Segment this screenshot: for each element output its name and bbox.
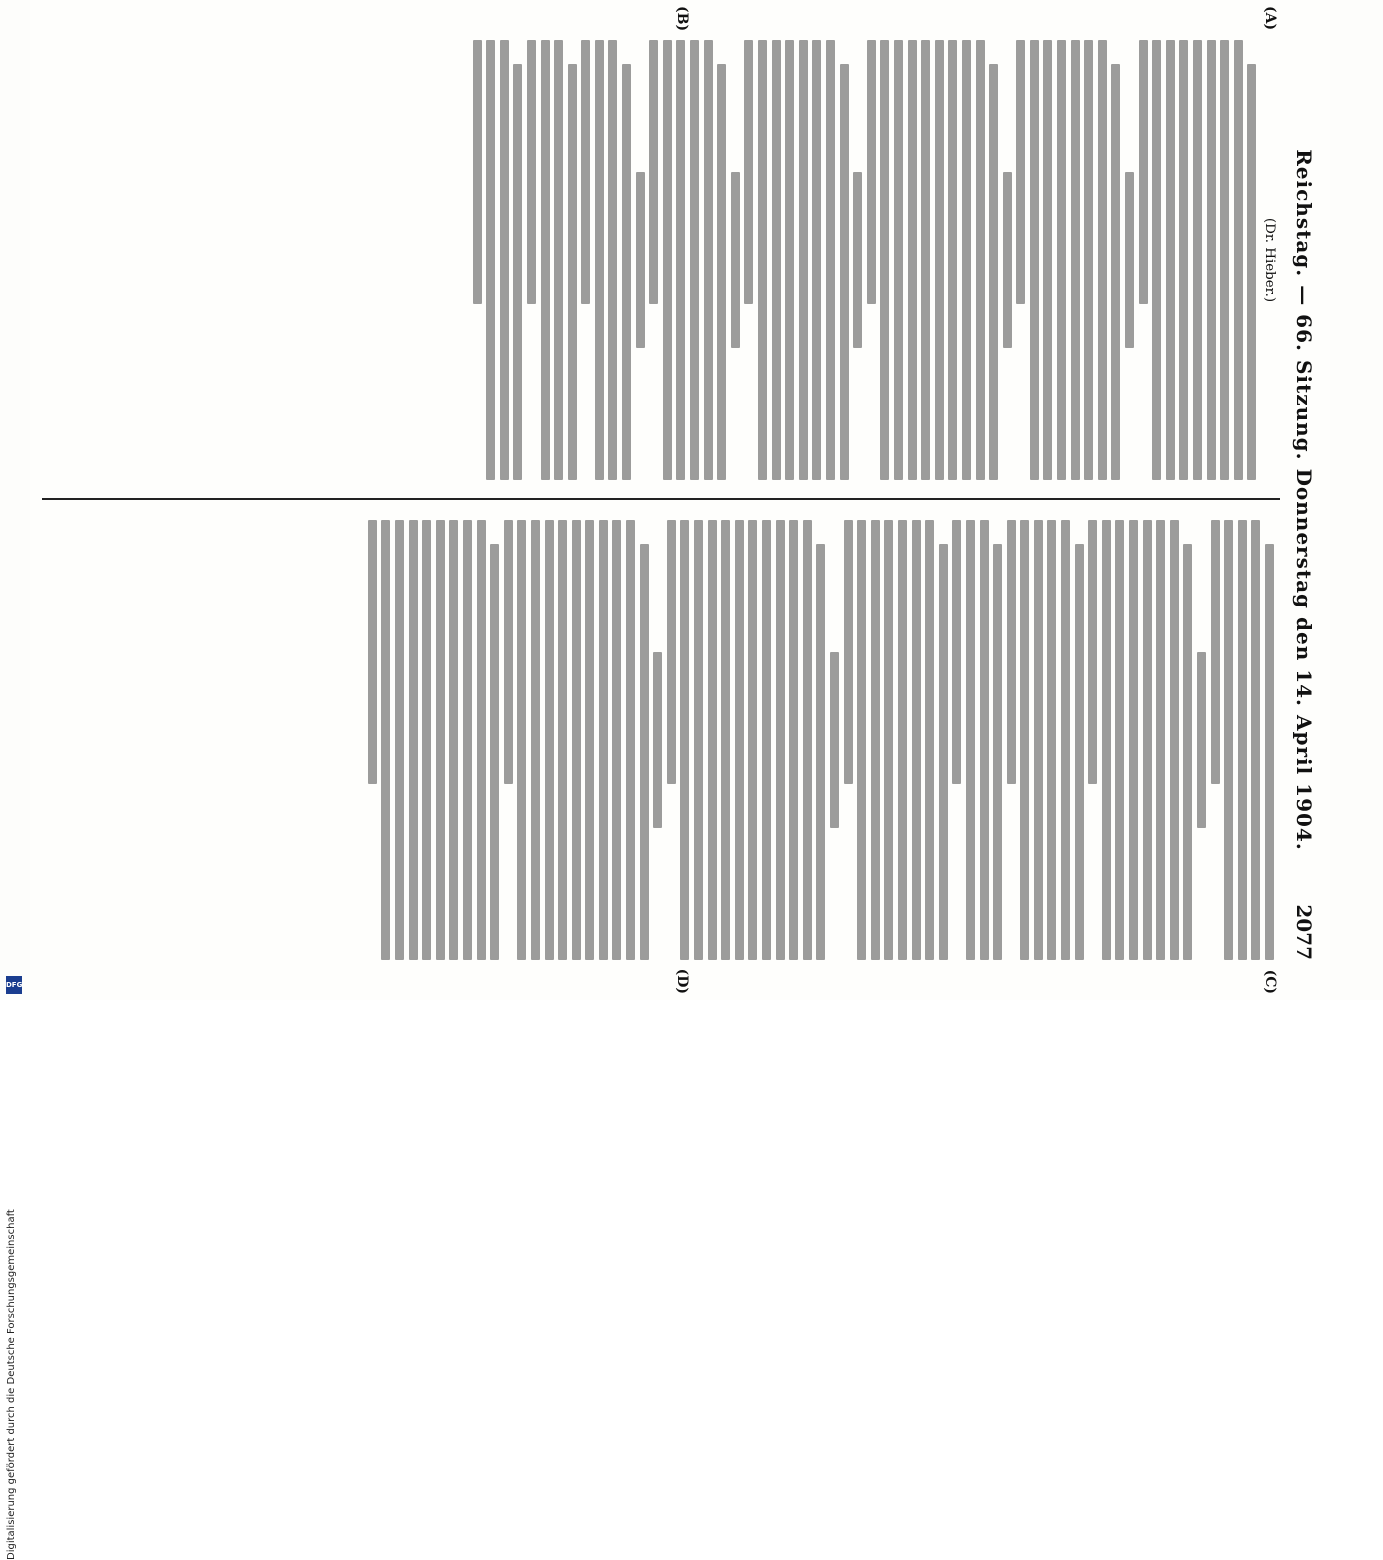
illegible-text-right (368, 520, 1274, 960)
illegible-text-line (436, 520, 445, 960)
illegible-text-line (976, 40, 985, 480)
illegible-text-line (486, 40, 495, 480)
illegible-text-line (748, 520, 757, 960)
illegible-text-line (1179, 40, 1188, 480)
illegible-text-line (676, 40, 685, 480)
margin-marker-d: (D) (674, 968, 690, 994)
credit-text: Digitalisierung gefördert durch die Deutsche Forschungsgemeinschaft (6, 1209, 17, 1560)
illegible-text-line (721, 520, 730, 960)
illegible-text-line (513, 64, 522, 480)
illegible-text-line (1238, 520, 1247, 960)
dfg-logo: DFG (6, 976, 22, 994)
illegible-text-line (830, 652, 839, 828)
illegible-text-line (694, 520, 703, 960)
illegible-text-line (1193, 40, 1202, 480)
illegible-text-line (812, 40, 821, 480)
illegible-text-line (898, 520, 907, 960)
illegible-text-line (731, 172, 740, 348)
illegible-text-line (758, 40, 767, 480)
illegible-text-line (473, 40, 482, 304)
illegible-text-line (422, 520, 431, 960)
illegible-text-line (581, 40, 590, 304)
illegible-text-line (717, 64, 726, 480)
digitization-credit (4, 396, 24, 1560)
illegible-text-line (572, 520, 581, 960)
illegible-text-line (1129, 520, 1138, 960)
illegible-text-line (490, 544, 499, 960)
illegible-text-line (1084, 40, 1093, 480)
column-divider (42, 498, 1280, 500)
illegible-text-line (667, 520, 676, 784)
illegible-text-line (1111, 64, 1120, 480)
illegible-text-line (735, 520, 744, 960)
text-column-right (363, 520, 1278, 960)
margin-marker-b: (B) (674, 6, 690, 32)
illegible-text-line (993, 544, 1002, 960)
text-column-left (468, 40, 1278, 480)
margin-marker-c: (C) (1262, 969, 1278, 994)
illegible-text-line (463, 520, 472, 960)
illegible-text-line (921, 40, 930, 480)
illegible-text-line (826, 40, 835, 480)
illegible-text-line (622, 64, 631, 480)
illegible-text-line (1143, 520, 1152, 960)
illegible-text-line (880, 40, 889, 480)
illegible-text-line (789, 520, 798, 960)
illegible-text-line (1170, 520, 1179, 960)
illegible-text-line (844, 520, 853, 784)
illegible-text-line (585, 520, 594, 960)
illegible-text-line (857, 520, 866, 960)
illegible-text-line (1061, 520, 1070, 960)
illegible-text-line (762, 520, 771, 960)
illegible-text-line (871, 520, 880, 960)
illegible-text-line (545, 520, 554, 960)
margin-marker-a: (A) (1262, 6, 1278, 31)
illegible-text-line (1197, 652, 1206, 828)
illegible-text-line (1044, 40, 1053, 480)
illegible-text-line (554, 40, 563, 480)
illegible-text-line (1183, 544, 1192, 960)
illegible-text-line (1247, 64, 1256, 480)
illegible-text-line (744, 40, 753, 304)
illegible-text-line (663, 40, 672, 480)
document-page (30, 0, 1330, 1000)
illegible-text-line (704, 40, 713, 480)
illegible-text-line (935, 40, 944, 480)
illegible-text-line (368, 520, 377, 784)
illegible-text-line (636, 172, 645, 348)
illegible-text-line (908, 40, 917, 480)
illegible-text-line (816, 544, 825, 960)
illegible-text-line (1234, 40, 1243, 480)
illegible-text-line (1075, 544, 1084, 960)
illegible-text-line (1098, 40, 1107, 480)
illegible-text-line (853, 172, 862, 348)
illegible-text-line (785, 40, 794, 480)
illegible-text-line (477, 520, 486, 960)
illegible-text-line (708, 520, 717, 960)
running-header: Reichstag. — 66. Sitzung. Donnerstag den 14. April 1904. (1292, 149, 1316, 851)
illegible-text-line (1057, 40, 1066, 480)
speaker-label: (Dr. Hieber.) (1262, 217, 1277, 303)
illegible-text-line (527, 40, 536, 304)
illegible-text-line (962, 40, 971, 480)
illegible-text-line (1088, 520, 1097, 784)
illegible-text-line (1166, 40, 1175, 480)
illegible-text-line (626, 520, 635, 960)
illegible-text-line (952, 520, 961, 784)
illegible-text-line (772, 40, 781, 480)
illegible-text-line (867, 40, 876, 304)
illegible-text-line (980, 520, 989, 960)
illegible-text-line (1034, 520, 1043, 960)
illegible-text-line (966, 520, 975, 960)
illegible-text-line (609, 40, 618, 480)
illegible-text-line (690, 40, 699, 480)
illegible-text-line (613, 520, 622, 960)
illegible-text-line (776, 520, 785, 960)
illegible-text-line (531, 520, 540, 960)
illegible-text-line (640, 544, 649, 960)
illegible-text-line (595, 40, 604, 480)
illegible-text-line (381, 520, 390, 960)
illegible-text-line (912, 520, 921, 960)
illegible-text-line (1102, 520, 1111, 960)
illegible-text-line (1220, 40, 1229, 480)
illegible-text-line (1115, 520, 1124, 960)
illegible-text-line (568, 64, 577, 480)
illegible-text-line (1003, 172, 1012, 348)
illegible-text-line (1020, 520, 1029, 960)
illegible-text-line (884, 520, 893, 960)
illegible-text-line (500, 40, 509, 480)
illegible-text-line (840, 64, 849, 480)
illegible-text-line (653, 652, 662, 828)
illegible-text-line (894, 40, 903, 480)
illegible-text-line (449, 520, 458, 960)
illegible-text-line (1224, 520, 1233, 960)
illegible-text-line (939, 544, 948, 960)
illegible-text-line (1152, 40, 1161, 480)
illegible-text-line (1048, 520, 1057, 960)
illegible-text-line (1071, 40, 1080, 480)
illegible-text-line (1125, 172, 1134, 348)
illegible-text-line (517, 520, 526, 960)
illegible-text-line (1030, 40, 1039, 480)
illegible-text-line (1211, 520, 1220, 784)
illegible-text-line (925, 520, 934, 960)
illegible-text-line (504, 520, 513, 784)
illegible-text-line (599, 520, 608, 960)
illegible-text-left (473, 40, 1257, 480)
illegible-text-line (649, 40, 658, 304)
illegible-text-line (1156, 520, 1165, 960)
illegible-text-line (680, 520, 689, 960)
illegible-text-line (395, 520, 404, 960)
illegible-text-line (1251, 520, 1260, 960)
illegible-text-line (541, 40, 550, 480)
illegible-text-line (1207, 40, 1216, 480)
illegible-text-line (1265, 544, 1274, 960)
illegible-text-line (409, 520, 418, 960)
page-number: 2077 (1292, 904, 1316, 960)
illegible-text-line (1007, 520, 1016, 784)
illegible-text-line (1139, 40, 1148, 304)
illegible-text-line (989, 64, 998, 480)
illegible-text-line (1016, 40, 1025, 304)
illegible-text-line (558, 520, 567, 960)
illegible-text-line (948, 40, 957, 480)
illegible-text-line (799, 40, 808, 480)
illegible-text-line (803, 520, 812, 960)
